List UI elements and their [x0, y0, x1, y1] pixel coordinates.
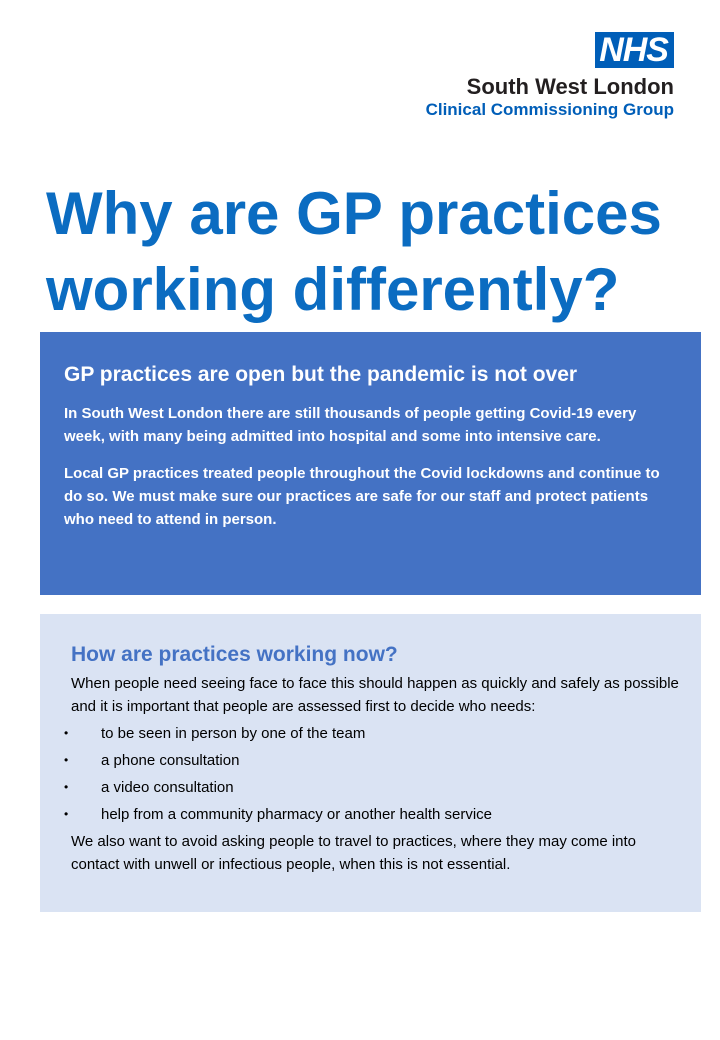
- bullet-icon: •: [64, 753, 69, 767]
- pandemic-panel: [40, 332, 701, 595]
- list-item: [40, 774, 681, 801]
- pandemic-heading: GP practices are open but the pandemic is not over: [64, 363, 578, 386]
- nhs-badge: NHS: [595, 32, 674, 68]
- org-name: South West London: [466, 74, 674, 99]
- list-item-text: a video consultation: [101, 779, 234, 796]
- working-intro: When people need seeing face to face this should happen as quickly and safely as possible and it is important that people are assessed first to decide who needs:: [71, 675, 679, 715]
- nhs-logo: [426, 32, 674, 120]
- working-panel: [40, 614, 701, 912]
- bullet-icon: •: [64, 780, 69, 794]
- list-item-text: a phone consultation: [101, 752, 240, 769]
- list-item-text: to be seen in person by one of the team: [101, 725, 366, 742]
- bullet-icon: •: [64, 807, 69, 821]
- bullet-icon: •: [64, 726, 69, 740]
- title-line-1: Why are GP practices: [46, 180, 662, 247]
- page-title: [46, 176, 706, 328]
- list-item: [40, 720, 681, 747]
- list-item-text: help from a community pharmacy or another health service: [101, 806, 493, 823]
- list-item: [40, 801, 681, 828]
- org-subtitle: Clinical Commissioning Group: [425, 100, 674, 119]
- working-heading: How are practices working now?: [71, 643, 398, 666]
- list-item: [40, 747, 681, 774]
- title-line-2: working differently?: [46, 256, 620, 323]
- pandemic-paragraph-1: In South West London there are still thousands of people getting Covid-19 every week, with many being admitted into hospital and some into intensive care.: [64, 405, 637, 445]
- needs-list: [40, 720, 681, 828]
- pandemic-paragraph-2: Local GP practices treated people throughout the Covid lockdowns and continue to do so. We must make sure our practices are safe for our staff and protect patients who need to attend in person.: [64, 465, 660, 528]
- working-closing: We also want to avoid asking people to travel to practices, where they may come into contact with unwell or infectious people, when this is not essential.: [71, 833, 637, 873]
